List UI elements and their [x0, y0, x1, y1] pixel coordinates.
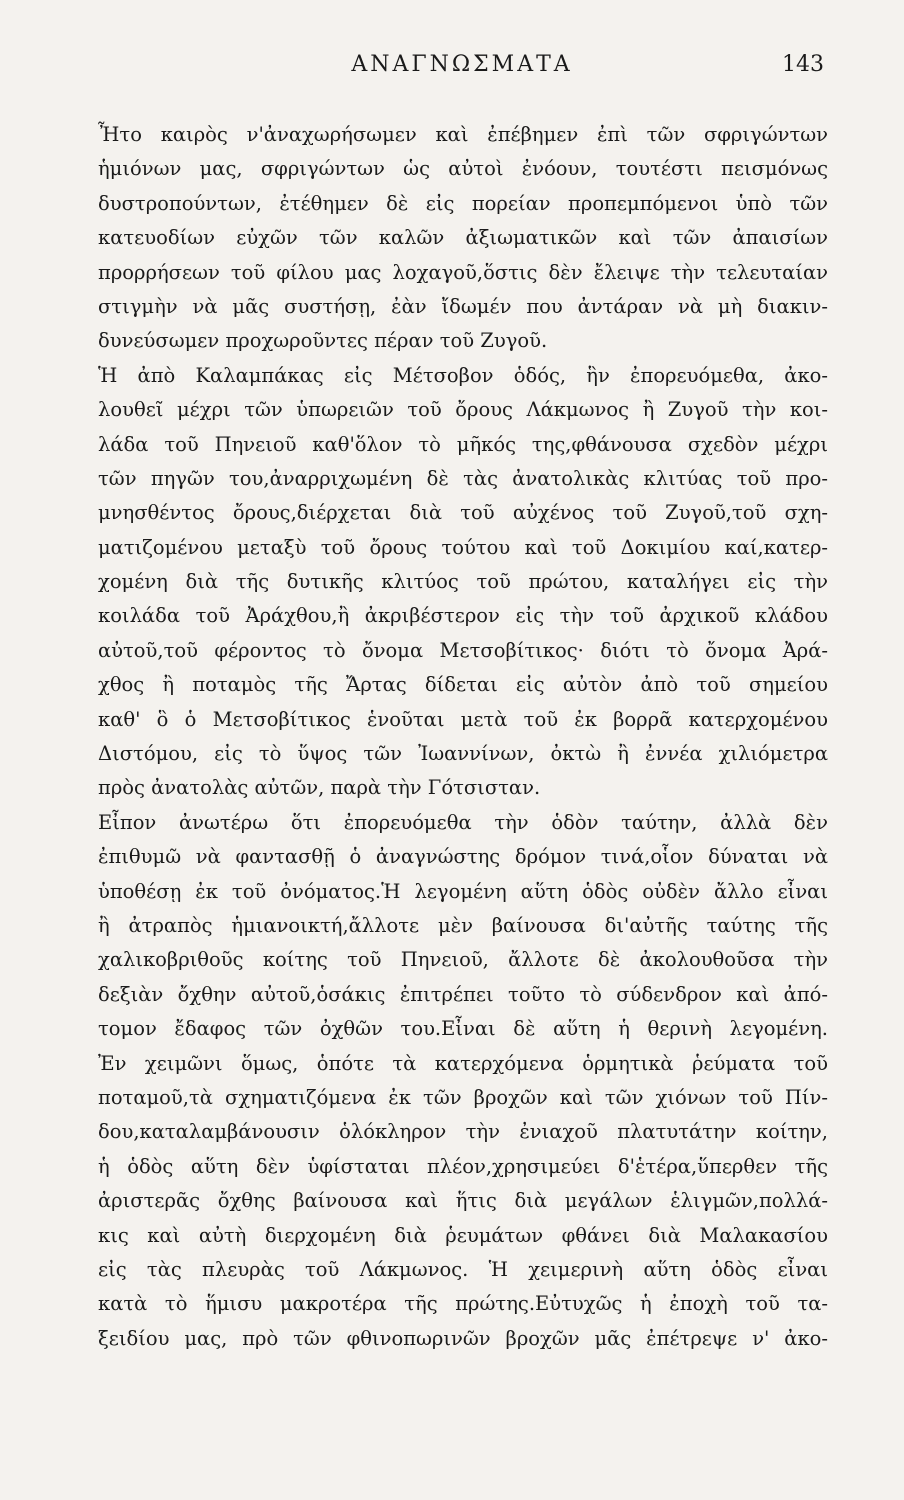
- text-line: ἀριστερᾶς ὄχθης βαίνουσα καὶ ἥτις διὰ μεγάλων ἑλιγμῶν,πολλά-: [98, 1189, 828, 1213]
- text-line: τομον ἔδαφος τῶν ὀχθῶν του.Εἶναι δὲ αὕτη ἡ θερινὴ λεγομένη.: [98, 1017, 828, 1041]
- page-number: 143: [782, 52, 824, 77]
- text-line: προρρήσεων τοῦ φίλου μας λοχαγοῦ,ὅστις δὲν ἔλειψε τὴν τελευταίαν: [98, 260, 828, 284]
- text-line: δυστροπούντων, ἐτέθημεν δὲ εἰς πορείαν προπεμπόμενοι ὑπὸ τῶν: [98, 191, 828, 215]
- text-line: ἐπιθυμῶ νὰ φαντασθῇ ὁ ἀναγνώστης δρόμον τινά,οἷον δύναται νὰ: [98, 845, 828, 869]
- text-line: χομένη διὰ τῆς δυτικῆς κλιτύος τοῦ πρώτου, καταλήγει εἰς τὴν: [98, 570, 828, 594]
- text-line: μνησθέντος ὄρους,διέρχεται διὰ τοῦ αὐχένος τοῦ Ζυγοῦ,τοῦ σχη-: [98, 501, 828, 525]
- text-line: εἰς τὰς πλευρὰς τοῦ Λάκμωνος. Ἡ χειμερινὴ αὕτη ὁδὸς εἶναι: [98, 1257, 828, 1281]
- text-line: αὐτοῦ,τοῦ φέροντος τὸ ὄνομα Μετσοβίτικος· διότι τὸ ὄνομα Ἀρά-: [98, 638, 828, 662]
- text-line: χθος ἢ ποταμὸς τῆς Ἄρτας δίδεται εἰς αὐτὸν ἀπὸ τοῦ σημείου: [98, 673, 828, 697]
- text-line: τῶν πηγῶν του,ἀναρριχωμένη δὲ τὰς ἀνατολικὰς κλιτύας τοῦ προ-: [98, 466, 828, 490]
- text-line: στιγμὴν νὰ μᾶς συστήσῃ, ἐὰν ἴδωμέν που ἀντάραν νὰ μὴ διακιν-: [98, 294, 828, 318]
- text-line: δεξιὰν ὄχθην αὐτοῦ,ὁσάκις ἐπιτρέπει τοῦτο τὸ σύδενδρον καὶ ἀπό-: [98, 982, 828, 1006]
- text-line: ἡμιόνων μας, σφριγώντων ὡς αὐτοὶ ἐνόουν, τουτέστι πεισμόνως: [98, 157, 828, 181]
- text-line: Ἦτο καιρὸς ν'ἀναχωρήσωμεν καὶ ἐπέβημεν ἐπὶ τῶν σφριγώντων: [98, 123, 828, 146]
- text-line: Εἶπον ἀνωτέρω ὅτι ἐπορευόμεθα τὴν ὁδὸν ταύτην, ἀλλὰ δὲν: [98, 810, 828, 834]
- text-line: Ἡ ἀπὸ Καλαμπάκας εἰς Μέτσοβον ὁδός, ἣν ἐπορευόμεθα, ἀκο-: [98, 363, 828, 387]
- text-line: ἡ ὁδὸς αὕτη δὲν ὑφίσταται πλέον,χρησιμεύει δ'ἑτέρα,ὕπερθεν τῆς: [98, 1154, 828, 1178]
- text-line: κις καὶ αὐτὴ διερχομένη διὰ ῥευμάτων φθάνει διὰ Μαλακασίου: [98, 1223, 828, 1247]
- text-line: λουθεῖ μέχρι τῶν ὑπωρειῶν τοῦ ὄρους Λάκμωνος ἢ Ζυγοῦ τὴν κοι-: [98, 398, 828, 422]
- text-line: κατὰ τὸ ἥμισυ μακροτέρα τῆς πρώτης.Εὐτυχῶς ἡ ἐποχὴ τοῦ τα-: [98, 1292, 828, 1316]
- text-line: ὑποθέσῃ ἐκ τοῦ ὀνόματος.Ἡ λεγομένη αὕτη ὁδὸς οὐδὲν ἄλλο εἶναι: [98, 879, 828, 903]
- text-line: λάδα τοῦ Πηνειοῦ καθ'ὅλον τὸ μῆκός της,φθάνουσα σχεδὸν μέχρι: [98, 432, 828, 456]
- text-line: Ἐν χειμῶνι ὅμως, ὁπότε τὰ κατερχόμενα ὁρμητικὰ ῥεύματα τοῦ: [98, 1051, 828, 1075]
- text-line: πρὸς ἀνατολὰς αὐτῶν, παρὰ τὴν Γότσισταν.: [98, 776, 541, 800]
- text-line: δυνεύσωμεν προχωροῦντες πέραν τοῦ Ζυγοῦ.: [98, 329, 548, 353]
- text-line: δου,καταλαμβάνουσιν ὁλόκληρον τὴν ἐνιαχοῦ πλατυτάτην κοίτην,: [98, 1120, 828, 1144]
- text-line: κατευοδίων εὐχῶν τῶν καλῶν ἀξιωματικῶν καὶ τῶν ἀπαισίων: [98, 226, 828, 250]
- running-title: ΑΝΑΓΝΩΣΜΑΤΑ: [351, 52, 573, 77]
- body-text: [98, 118, 828, 1356]
- text-line: ξειδίου μας, πρὸ τῶν φθινοπωρινῶν βροχῶν μᾶς ἐπέτρεψε ν' ἀκο-: [98, 1326, 828, 1350]
- text-line: ματιζομένου μεταξὺ τοῦ ὄρους τούτου καὶ τοῦ Δοκιμίου καί,κατερ-: [98, 535, 828, 559]
- text-line: χαλικοβριθοῦς κοίτης τοῦ Πηνειοῦ, ἄλλοτε δὲ ἀκολουθοῦσα τὴν: [98, 948, 828, 972]
- text-line: κοιλάδα τοῦ Ἀράχθου,ἢ ἀκριβέστερον εἰς τὴν τοῦ ἀρχικοῦ κλάδου: [98, 604, 828, 628]
- text-line: Διστόμου, εἰς τὸ ὕψος τῶν Ἰωαννίνων, ὀκτὼ ἢ ἐννέα χιλιόμετρα: [98, 742, 828, 766]
- text-line: καθ' ὃ ὁ Μετσοβίτικος ἑνοῦται μετὰ τοῦ ἐκ βορρᾶ κατερχομένου: [98, 707, 828, 731]
- text-line: ποταμοῦ,τὰ σχηματιζόμενα ἐκ τῶν βροχῶν καὶ τῶν χιόνων τοῦ Πίν-: [98, 1085, 828, 1109]
- running-head: [100, 52, 824, 82]
- text-line: ἢ ἀτραπὸς ἡμιανοικτή,ἄλλοτε μὲν βαίνουσα δι'αὐτῆς ταύτης τῆς: [98, 913, 828, 937]
